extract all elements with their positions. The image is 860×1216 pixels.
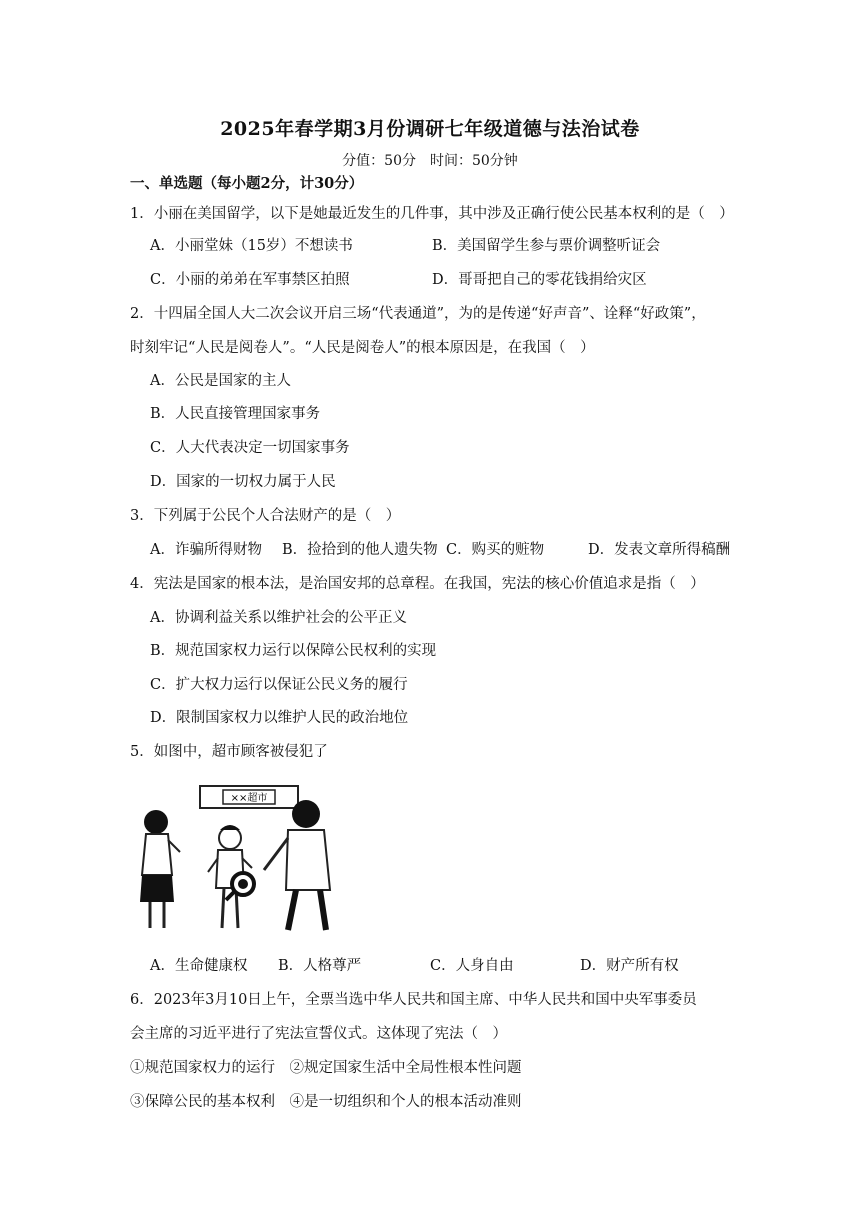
question-4-option-a: A．协调利益关系以维护社会的公平正义 (150, 610, 407, 626)
question-5-option-b: B．人格尊严 (278, 958, 362, 974)
question-1-option-a: A．小丽堂妹（15岁）不想读书 (150, 238, 353, 254)
question-2-option-b: B．人民直接管理国家事务 (150, 406, 321, 422)
question-6-statements-2: ③保障公民的基本权利 ④是一切组织和个人的根本活动准则 (130, 1094, 522, 1110)
exam-meta: 分值：50分 时间：50分钟 (342, 153, 518, 169)
section-heading: 一、单选题（每小题2分，计30分） (130, 175, 364, 192)
question-2-stem-line2: 时刻牢记“人民是阅卷人”。“人民是阅卷人”的根本原因是，在我国（ ） (130, 340, 595, 356)
supermarket-cartoon-illustration (128, 780, 348, 935)
question-6-stem-line2: 会主席的习近平进行了宪法宣誓仪式。这体现了宪法（ ） (130, 1026, 507, 1042)
question-1-option-d: D．哥哥把自己的零花钱捐给灾区 (432, 272, 647, 288)
question-2-option-d: D．国家的一切权力属于人民 (150, 474, 336, 490)
question-2-option-a: A．公民是国家的主人 (150, 373, 291, 389)
question-4-stem: 4．宪法是国家的根本法，是治国安邦的总章程。在我国，宪法的核心价值追求是指（ ） (130, 576, 705, 592)
question-3-stem: 3．下列属于公民个人合法财产的是（ ） (130, 508, 401, 524)
question-5-stem: 5．如图中，超市顾客被侵犯了 (130, 744, 328, 760)
question-2-option-c: C．人大代表决定一切国家事务 (150, 440, 350, 456)
question-4-option-b: B．规范国家权力运行以保障公民权利的实现 (150, 643, 437, 659)
question-3-option-a: A．诈骗所得财物 (150, 542, 262, 558)
question-3-option-c: C．购买的赃物 (446, 542, 545, 558)
exam-title: 2025年春学期3月份调研七年级道德与法治试卷 (220, 118, 640, 140)
sign-text: ××超市 (230, 793, 268, 804)
question-3-option-b: B．捡拾到的他人遗失物 (282, 542, 438, 558)
question-5-option-d: D．财产所有权 (580, 958, 679, 974)
question-4-option-c: C．扩大权力运行以保证公民义务的履行 (150, 677, 408, 693)
question-2-stem-line1: 2．十四届全国人大二次会议开启三场“代表通道”，为的是传递“好声音”、诠释“好政策”， (130, 306, 706, 322)
question-1-stem: 1．小丽在美国留学，以下是她最近发生的几件事，其中涉及正确行使公民基本权利的是（ ） (130, 206, 734, 222)
question-5-option-a: A．生命健康权 (150, 958, 248, 974)
question-1-option-c: C．小丽的弟弟在军事禁区拍照 (150, 272, 350, 288)
question-3-option-d: D．发表文章所得稿酬 (588, 542, 731, 558)
question-6-stem-line1: 6．2023年3月10日上午，全票当选中华人民共和国主席、中华人民共和国中央军事委员 (130, 992, 697, 1008)
question-6-statements-1: ①规范国家权力的运行 ②规定国家生活中全局性根本性问题 (130, 1060, 522, 1076)
question-5-option-c: C．人身自由 (430, 958, 514, 974)
question-4-option-d: D．限制国家权力以维护人民的政治地位 (150, 710, 409, 726)
question-1-option-b: B．美国留学生参与票价调整听证会 (432, 238, 661, 254)
